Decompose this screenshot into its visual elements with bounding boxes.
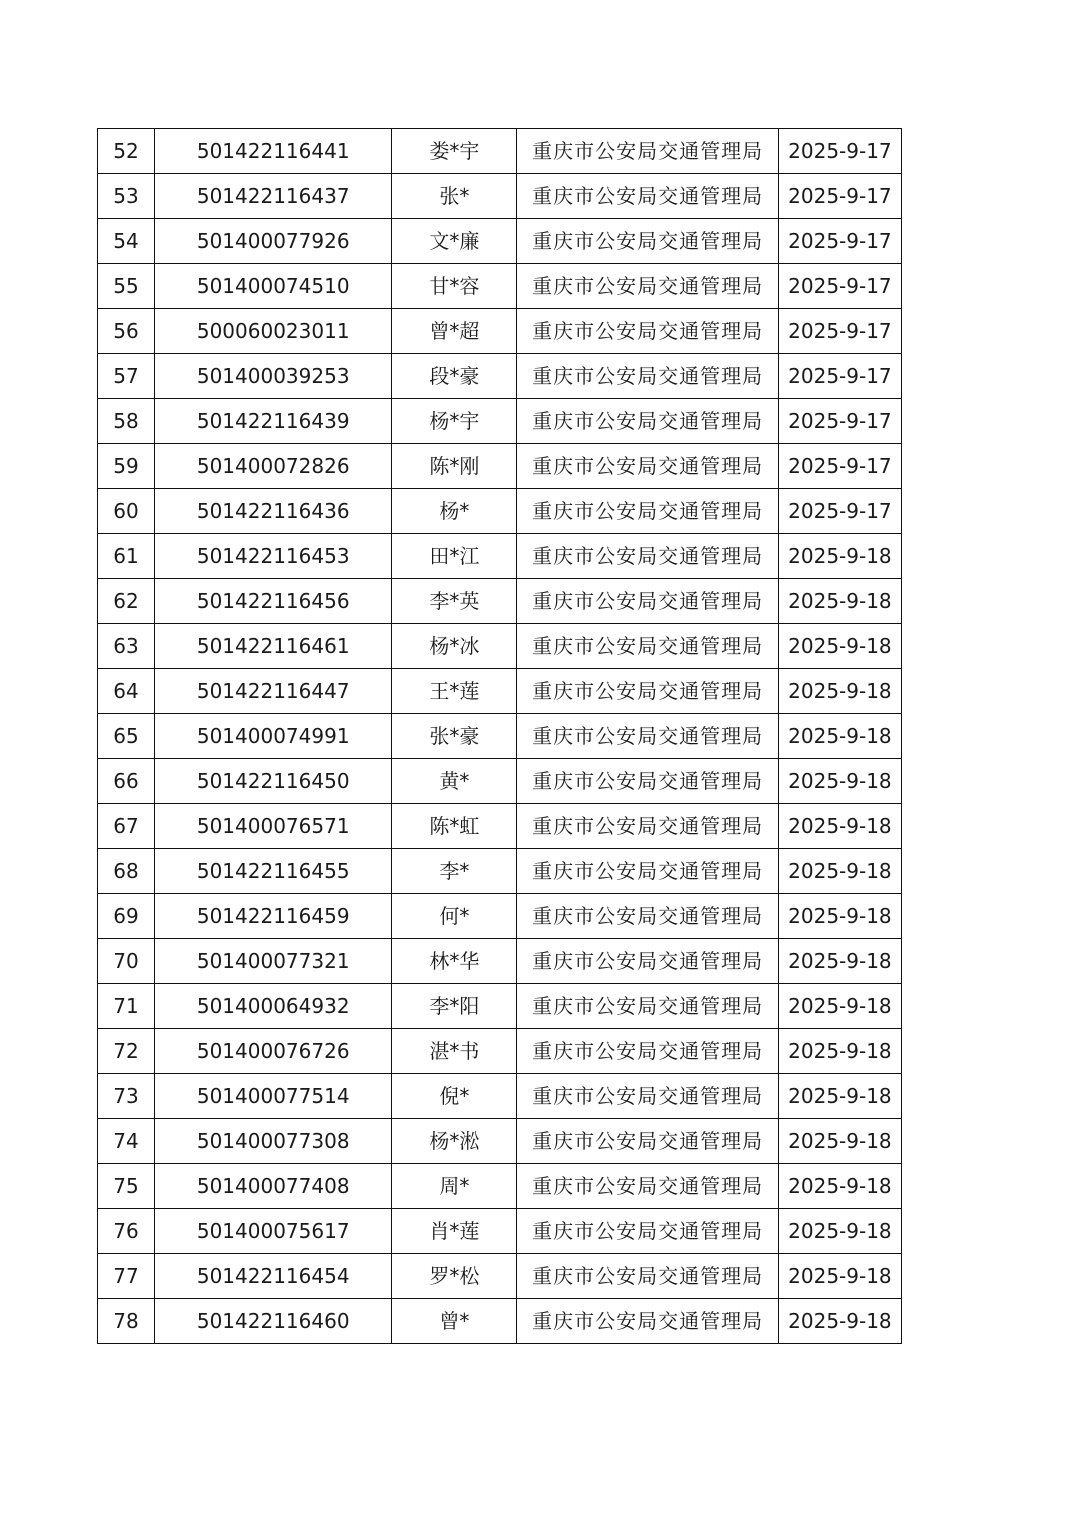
cell-date: 2025-9-17 [778, 354, 901, 399]
cell-seq: 54 [98, 219, 155, 264]
table-row [98, 849, 902, 894]
cell-seq: 55 [98, 264, 155, 309]
table-row [98, 1164, 902, 1209]
cell-id-number: 501400074510 [155, 264, 392, 309]
cell-date: 2025-9-18 [778, 1209, 901, 1254]
cell-id-number: 501422116441 [155, 129, 392, 174]
cell-id-number: 501422116456 [155, 579, 392, 624]
cell-id-number: 501422116460 [155, 1299, 392, 1344]
cell-person-name: 陈*刚 [392, 444, 517, 489]
cell-id-number: 501400077408 [155, 1164, 392, 1209]
cell-seq: 53 [98, 174, 155, 219]
cell-organization: 重庆市公安局交通管理局 [517, 534, 778, 579]
cell-person-name: 段*豪 [392, 354, 517, 399]
cell-id-number: 501422116447 [155, 669, 392, 714]
cell-person-name: 文*廉 [392, 219, 517, 264]
table-row [98, 1209, 902, 1254]
cell-person-name: 周* [392, 1164, 517, 1209]
cell-seq: 61 [98, 534, 155, 579]
cell-date: 2025-9-17 [778, 264, 901, 309]
cell-date: 2025-9-17 [778, 309, 901, 354]
roster-table [97, 128, 902, 1344]
cell-organization: 重庆市公安局交通管理局 [517, 714, 778, 759]
table-row [98, 939, 902, 984]
cell-person-name: 倪* [392, 1074, 517, 1119]
cell-seq: 78 [98, 1299, 155, 1344]
cell-person-name: 李*英 [392, 579, 517, 624]
cell-seq: 77 [98, 1254, 155, 1299]
cell-organization: 重庆市公安局交通管理局 [517, 759, 778, 804]
table-row [98, 354, 902, 399]
cell-seq: 65 [98, 714, 155, 759]
cell-id-number: 501400074991 [155, 714, 392, 759]
cell-organization: 重庆市公安局交通管理局 [517, 489, 778, 534]
table-row [98, 624, 902, 669]
cell-date: 2025-9-18 [778, 894, 901, 939]
cell-date: 2025-9-18 [778, 714, 901, 759]
table-row [98, 309, 902, 354]
cell-person-name: 林*华 [392, 939, 517, 984]
cell-date: 2025-9-18 [778, 624, 901, 669]
cell-date: 2025-9-18 [778, 849, 901, 894]
cell-person-name: 肖*莲 [392, 1209, 517, 1254]
cell-seq: 74 [98, 1119, 155, 1164]
cell-id-number: 501422116439 [155, 399, 392, 444]
cell-seq: 59 [98, 444, 155, 489]
table-row [98, 894, 902, 939]
cell-organization: 重庆市公安局交通管理局 [517, 1209, 778, 1254]
cell-organization: 重庆市公安局交通管理局 [517, 984, 778, 1029]
cell-date: 2025-9-18 [778, 804, 901, 849]
table-row [98, 174, 902, 219]
cell-seq: 68 [98, 849, 155, 894]
cell-person-name: 曾* [392, 1299, 517, 1344]
cell-id-number: 501422116437 [155, 174, 392, 219]
cell-organization: 重庆市公安局交通管理局 [517, 669, 778, 714]
cell-organization: 重庆市公安局交通管理局 [517, 849, 778, 894]
cell-person-name: 张* [392, 174, 517, 219]
cell-date: 2025-9-17 [778, 219, 901, 264]
cell-id-number: 501400072826 [155, 444, 392, 489]
table-row [98, 714, 902, 759]
cell-person-name: 黄* [392, 759, 517, 804]
cell-seq: 60 [98, 489, 155, 534]
cell-date: 2025-9-18 [778, 939, 901, 984]
table-row [98, 534, 902, 579]
cell-seq: 58 [98, 399, 155, 444]
table-row [98, 1074, 902, 1119]
table-row [98, 669, 902, 714]
cell-person-name: 王*莲 [392, 669, 517, 714]
cell-organization: 重庆市公安局交通管理局 [517, 174, 778, 219]
cell-seq: 73 [98, 1074, 155, 1119]
cell-organization: 重庆市公安局交通管理局 [517, 354, 778, 399]
cell-id-number: 501400077308 [155, 1119, 392, 1164]
table-row [98, 1254, 902, 1299]
table-row [98, 579, 902, 624]
cell-seq: 76 [98, 1209, 155, 1254]
cell-organization: 重庆市公安局交通管理局 [517, 399, 778, 444]
cell-person-name: 杨*宇 [392, 399, 517, 444]
cell-seq: 62 [98, 579, 155, 624]
cell-date: 2025-9-18 [778, 1029, 901, 1074]
cell-organization: 重庆市公安局交通管理局 [517, 804, 778, 849]
cell-person-name: 张*豪 [392, 714, 517, 759]
cell-id-number: 501422116436 [155, 489, 392, 534]
cell-date: 2025-9-18 [778, 1299, 901, 1344]
cell-seq: 66 [98, 759, 155, 804]
cell-organization: 重庆市公安局交通管理局 [517, 309, 778, 354]
cell-organization: 重庆市公安局交通管理局 [517, 1074, 778, 1119]
cell-seq: 67 [98, 804, 155, 849]
cell-organization: 重庆市公安局交通管理局 [517, 624, 778, 669]
cell-date: 2025-9-17 [778, 444, 901, 489]
cell-id-number: 501400076571 [155, 804, 392, 849]
cell-seq: 69 [98, 894, 155, 939]
cell-person-name: 杨* [392, 489, 517, 534]
table-row [98, 1299, 902, 1344]
cell-id-number: 501422116450 [155, 759, 392, 804]
cell-person-name: 何* [392, 894, 517, 939]
cell-id-number: 500060023011 [155, 309, 392, 354]
cell-organization: 重庆市公安局交通管理局 [517, 1029, 778, 1074]
cell-date: 2025-9-18 [778, 669, 901, 714]
cell-id-number: 501422116453 [155, 534, 392, 579]
table-row [98, 219, 902, 264]
cell-date: 2025-9-18 [778, 579, 901, 624]
cell-person-name: 李* [392, 849, 517, 894]
roster-table-body [98, 129, 902, 1344]
cell-organization: 重庆市公安局交通管理局 [517, 264, 778, 309]
table-row [98, 984, 902, 1029]
cell-seq: 72 [98, 1029, 155, 1074]
cell-id-number: 501400077926 [155, 219, 392, 264]
cell-date: 2025-9-17 [778, 489, 901, 534]
table-row [98, 399, 902, 444]
cell-seq: 63 [98, 624, 155, 669]
cell-seq: 64 [98, 669, 155, 714]
cell-organization: 重庆市公安局交通管理局 [517, 219, 778, 264]
cell-organization: 重庆市公安局交通管理局 [517, 1299, 778, 1344]
cell-organization: 重庆市公安局交通管理局 [517, 129, 778, 174]
cell-organization: 重庆市公安局交通管理局 [517, 444, 778, 489]
cell-id-number: 501400076726 [155, 1029, 392, 1074]
cell-person-name: 陈*虹 [392, 804, 517, 849]
cell-organization: 重庆市公安局交通管理局 [517, 1164, 778, 1209]
cell-seq: 71 [98, 984, 155, 1029]
table-row [98, 489, 902, 534]
cell-organization: 重庆市公安局交通管理局 [517, 939, 778, 984]
cell-date: 2025-9-17 [778, 129, 901, 174]
cell-date: 2025-9-17 [778, 399, 901, 444]
cell-date: 2025-9-18 [778, 759, 901, 804]
cell-organization: 重庆市公安局交通管理局 [517, 894, 778, 939]
cell-person-name: 娄*宇 [392, 129, 517, 174]
table-row [98, 264, 902, 309]
cell-id-number: 501422116461 [155, 624, 392, 669]
cell-seq: 57 [98, 354, 155, 399]
table-row [98, 129, 902, 174]
cell-organization: 重庆市公安局交通管理局 [517, 1119, 778, 1164]
cell-id-number: 501400075617 [155, 1209, 392, 1254]
cell-person-name: 曾*超 [392, 309, 517, 354]
cell-person-name: 甘*容 [392, 264, 517, 309]
cell-id-number: 501400077321 [155, 939, 392, 984]
cell-date: 2025-9-17 [778, 174, 901, 219]
table-row [98, 444, 902, 489]
cell-date: 2025-9-18 [778, 1074, 901, 1119]
cell-seq: 70 [98, 939, 155, 984]
cell-date: 2025-9-18 [778, 1254, 901, 1299]
cell-person-name: 杨*冰 [392, 624, 517, 669]
cell-person-name: 田*江 [392, 534, 517, 579]
cell-organization: 重庆市公安局交通管理局 [517, 1254, 778, 1299]
cell-id-number: 501400039253 [155, 354, 392, 399]
cell-id-number: 501422116455 [155, 849, 392, 894]
cell-person-name: 湛*书 [392, 1029, 517, 1074]
cell-person-name: 杨*淞 [392, 1119, 517, 1164]
cell-date: 2025-9-18 [778, 1164, 901, 1209]
cell-date: 2025-9-18 [778, 1119, 901, 1164]
cell-person-name: 罗*松 [392, 1254, 517, 1299]
table-row [98, 759, 902, 804]
cell-id-number: 501400064932 [155, 984, 392, 1029]
cell-date: 2025-9-18 [778, 534, 901, 579]
table-row [98, 1029, 902, 1074]
table-row [98, 804, 902, 849]
table-row [98, 1119, 902, 1164]
cell-id-number: 501422116459 [155, 894, 392, 939]
cell-seq: 56 [98, 309, 155, 354]
cell-id-number: 501400077514 [155, 1074, 392, 1119]
cell-person-name: 李*阳 [392, 984, 517, 1029]
cell-seq: 52 [98, 129, 155, 174]
cell-date: 2025-9-18 [778, 984, 901, 1029]
cell-seq: 75 [98, 1164, 155, 1209]
cell-id-number: 501422116454 [155, 1254, 392, 1299]
cell-organization: 重庆市公安局交通管理局 [517, 579, 778, 624]
